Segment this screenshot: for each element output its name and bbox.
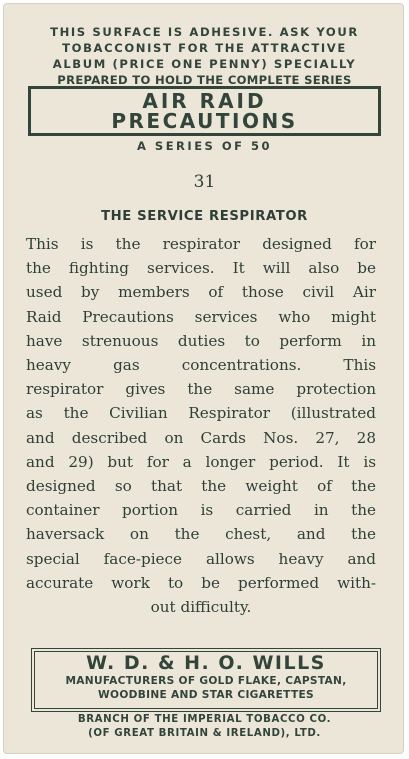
- series-title-line-1: AIR RAID: [142, 89, 267, 113]
- series-title-box: [28, 86, 381, 136]
- series-title-line-2: PRECAUTIONS: [111, 109, 298, 133]
- card-number: 31: [193, 172, 216, 192]
- series-count: A SERIES OF 50: [137, 139, 272, 153]
- description-line: respirator gives the same protection: [26, 380, 376, 399]
- description-line: out difficulty.: [150, 598, 252, 617]
- notice-line: PREPARED TO HOLD THE COMPLETE SERIES: [57, 73, 352, 87]
- manufacturer-brands-line: MANUFACTURERS OF GOLD FLAKE, CAPSTAN,: [65, 675, 347, 687]
- card-heading: THE SERVICE RESPIRATOR: [101, 209, 308, 224]
- description-line: container portion is carried in the: [26, 501, 376, 520]
- description-line: heavy gas concentrations. This: [26, 356, 376, 375]
- notice-line: ALBUM (PRICE ONE PENNY) SPECIALLY: [52, 57, 357, 71]
- description-line: as the Civilian Respirator (illustrated: [26, 404, 376, 423]
- branch-line: (OF GREAT BRITAIN & IRELAND), LTD.: [88, 728, 321, 739]
- description-line: accurate work to be performed with-: [26, 573, 376, 592]
- cigarette-card-back: [3, 3, 404, 754]
- adhesive-notice: [22, 24, 387, 88]
- description-line: special face-piece allows heavy and: [26, 549, 376, 568]
- card-description: [26, 232, 376, 619]
- manufacturer-box: [31, 648, 381, 712]
- company-branch-note: [4, 713, 405, 741]
- notice-line: THIS SURFACE IS ADHESIVE. ASK YOUR: [50, 25, 359, 39]
- description-line: designed so that the weight of the: [26, 477, 376, 496]
- description-line: and described on Cards Nos. 27, 28: [26, 428, 376, 447]
- description-line: This is the respirator designed for: [26, 235, 376, 253]
- manufacturer-brands-line: WOODBINE AND STAR CIGARETTES: [98, 689, 314, 701]
- description-line: haversack on the chest, and the: [26, 525, 376, 544]
- notice-line: TOBACCONIST FOR THE ATTRACTIVE: [62, 41, 347, 55]
- description-line: and 29) but for a longer period. It is: [26, 452, 376, 471]
- manufacturer-name: W. D. & H. O. WILLS: [86, 652, 326, 674]
- branch-line: BRANCH OF THE IMPERIAL TOBACCO CO.: [77, 714, 332, 725]
- description-line: have strenuous duties to perform in: [26, 331, 376, 350]
- description-line: Raid Precautions services who might: [26, 307, 376, 326]
- description-line: used by members of those civil Air: [26, 283, 376, 302]
- description-line: the fighting services. It will also be: [26, 259, 376, 278]
